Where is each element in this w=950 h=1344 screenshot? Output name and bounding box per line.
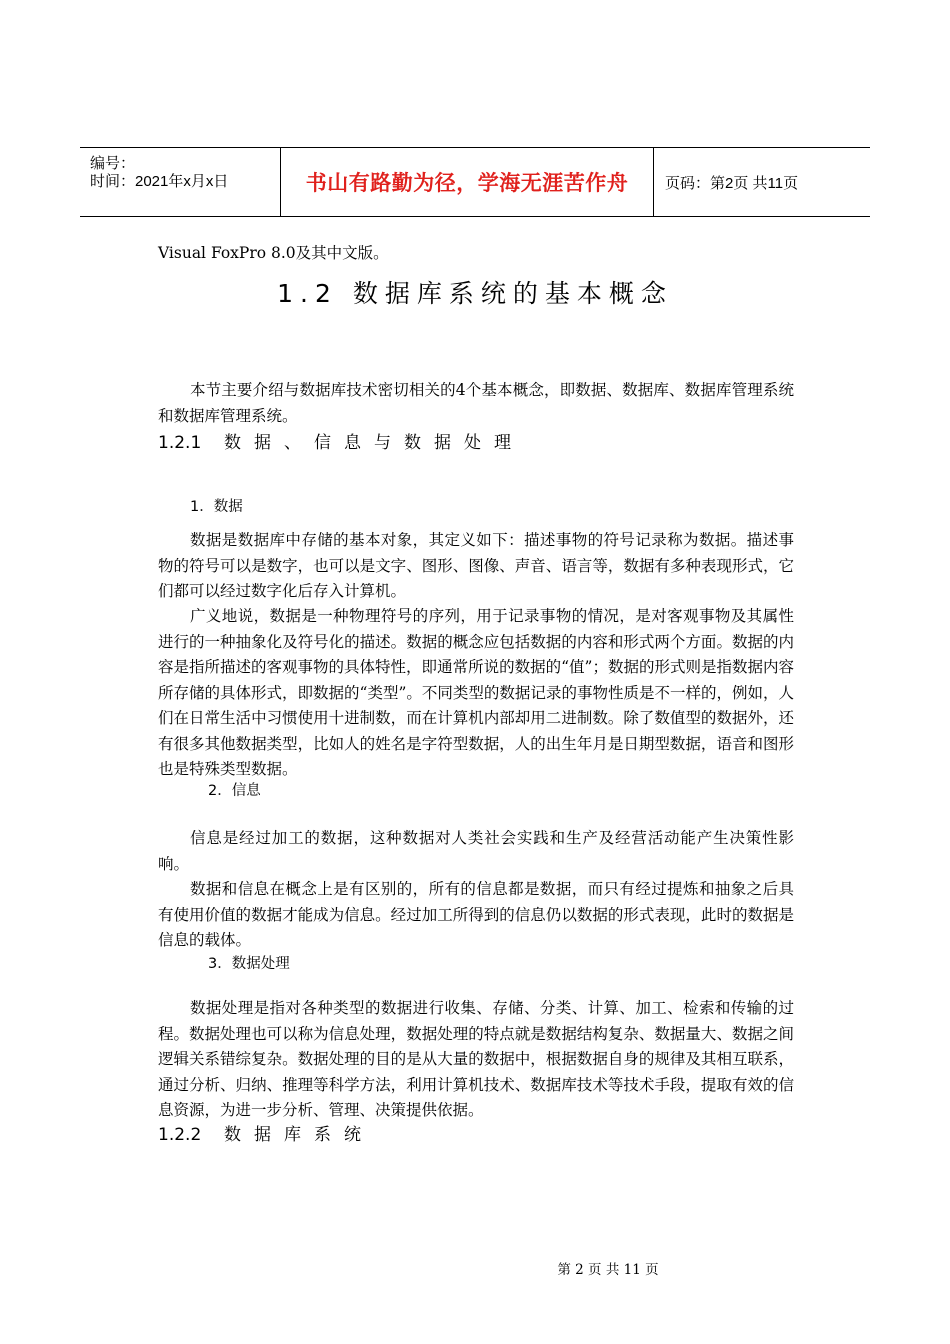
subsection-title: 数据库系统 — [224, 1125, 374, 1145]
paragraph: 数据是数据库中存储的基本对象，其定义如下：描述事物的符号记录称为数据。描述事物的符号可以是数字，也可以是文字、图形、图像、声音、语言等，数据有多种表现形式，它们都可以经过数字化后存入计算机。 — [158, 531, 794, 600]
header-motto-cell — [281, 148, 654, 216]
paragraph: 数据和信息在概念上是有区别的，所有的信息都是数据，而只有经过提炼和抽象之后具有使用价值的数据才能成为信息。经过加工所得到的信息仍以数据的形式表现，此时的数据是信息的载体。 — [158, 880, 794, 949]
header-table — [80, 147, 870, 217]
paragraph: 数据处理是指对各种类型的数据进行收集、存储、分类、计算、加工、检索和传输的过程。数据处理也可以称为信息处理，数据处理的特点就是数据结构复杂、数据量大、数据之间逻辑关系错综复杂。数据处理的目的是从大量的数据中，根据数据自身的规律及其相互联系，通过分析、归纳、推理等科学方法，利用计算机技术、数据库技术等技术手段，提取有效的信息资源，为进一步分析、管理、决策提供依据。 — [158, 999, 794, 1119]
item-heading-info: 2．信息 — [208, 783, 261, 799]
item-heading-processing: 3．数据处理 — [208, 956, 290, 972]
number-label: 编号： — [90, 155, 136, 172]
header-page-info: 页码：第2页 共11页 — [665, 174, 799, 192]
motto-text: 书山有路勤为径，学海无涯苦作舟 — [305, 171, 629, 195]
subsection-heading-1 — [158, 428, 524, 453]
section-title: 1.2 数据库系统的基本概念 — [277, 279, 673, 308]
item-heading-data: 1．数据 — [190, 499, 243, 515]
header-meta-cell — [80, 148, 281, 216]
intro-line: Visual FoxPro 8.0及其中文版。 — [158, 244, 389, 262]
paragraph: 信息是经过加工的数据，这种数据对人类社会实践和生产及经营活动能产生决策性影响。 — [158, 829, 794, 873]
subsection-number: 1.2.2 — [158, 1125, 202, 1145]
date-label: 时间：2021年x月x日 — [90, 173, 229, 190]
subsection-title: 数据、信息与数据处理 — [224, 433, 524, 453]
subsection-number: 1.2.1 — [158, 433, 202, 453]
section-intro: 本节主要介绍与数据库技术密切相关的4个基本概念，即数据、数据库、数据库管理系统和数据库管理系统。 — [158, 381, 794, 425]
subsection-heading-2 — [158, 1120, 374, 1145]
paragraph: 广义地说，数据是一种物理符号的序列，用于记录事物的情况，是对客观事物及其属性进行的一种抽象化及符号化的描述。数据的概念应包括数据的内容和形式两个方面。数据的内容是指所描述的客观事物的具体特性，即通常所说的数据的“值”；数据的形式则是指数据内容所存储的具体形式，即数据的“类型”。不同类型的数据记录的事物性质是不一样的，例如，人们在日常生活中习惯使用十进制数，而在计算机内部却用二进制数。除了数值型的数据外，还有很多其他数据类型，比如人的姓名是字符型数据，人的出生年月是日期型数据，语音和图形也是特殊类型数据。 — [158, 607, 794, 778]
header-page-cell — [654, 148, 870, 216]
footer-page-number: 第 2 页 共 11 页 — [557, 1262, 659, 1278]
page-footer — [0, 1258, 950, 1278]
